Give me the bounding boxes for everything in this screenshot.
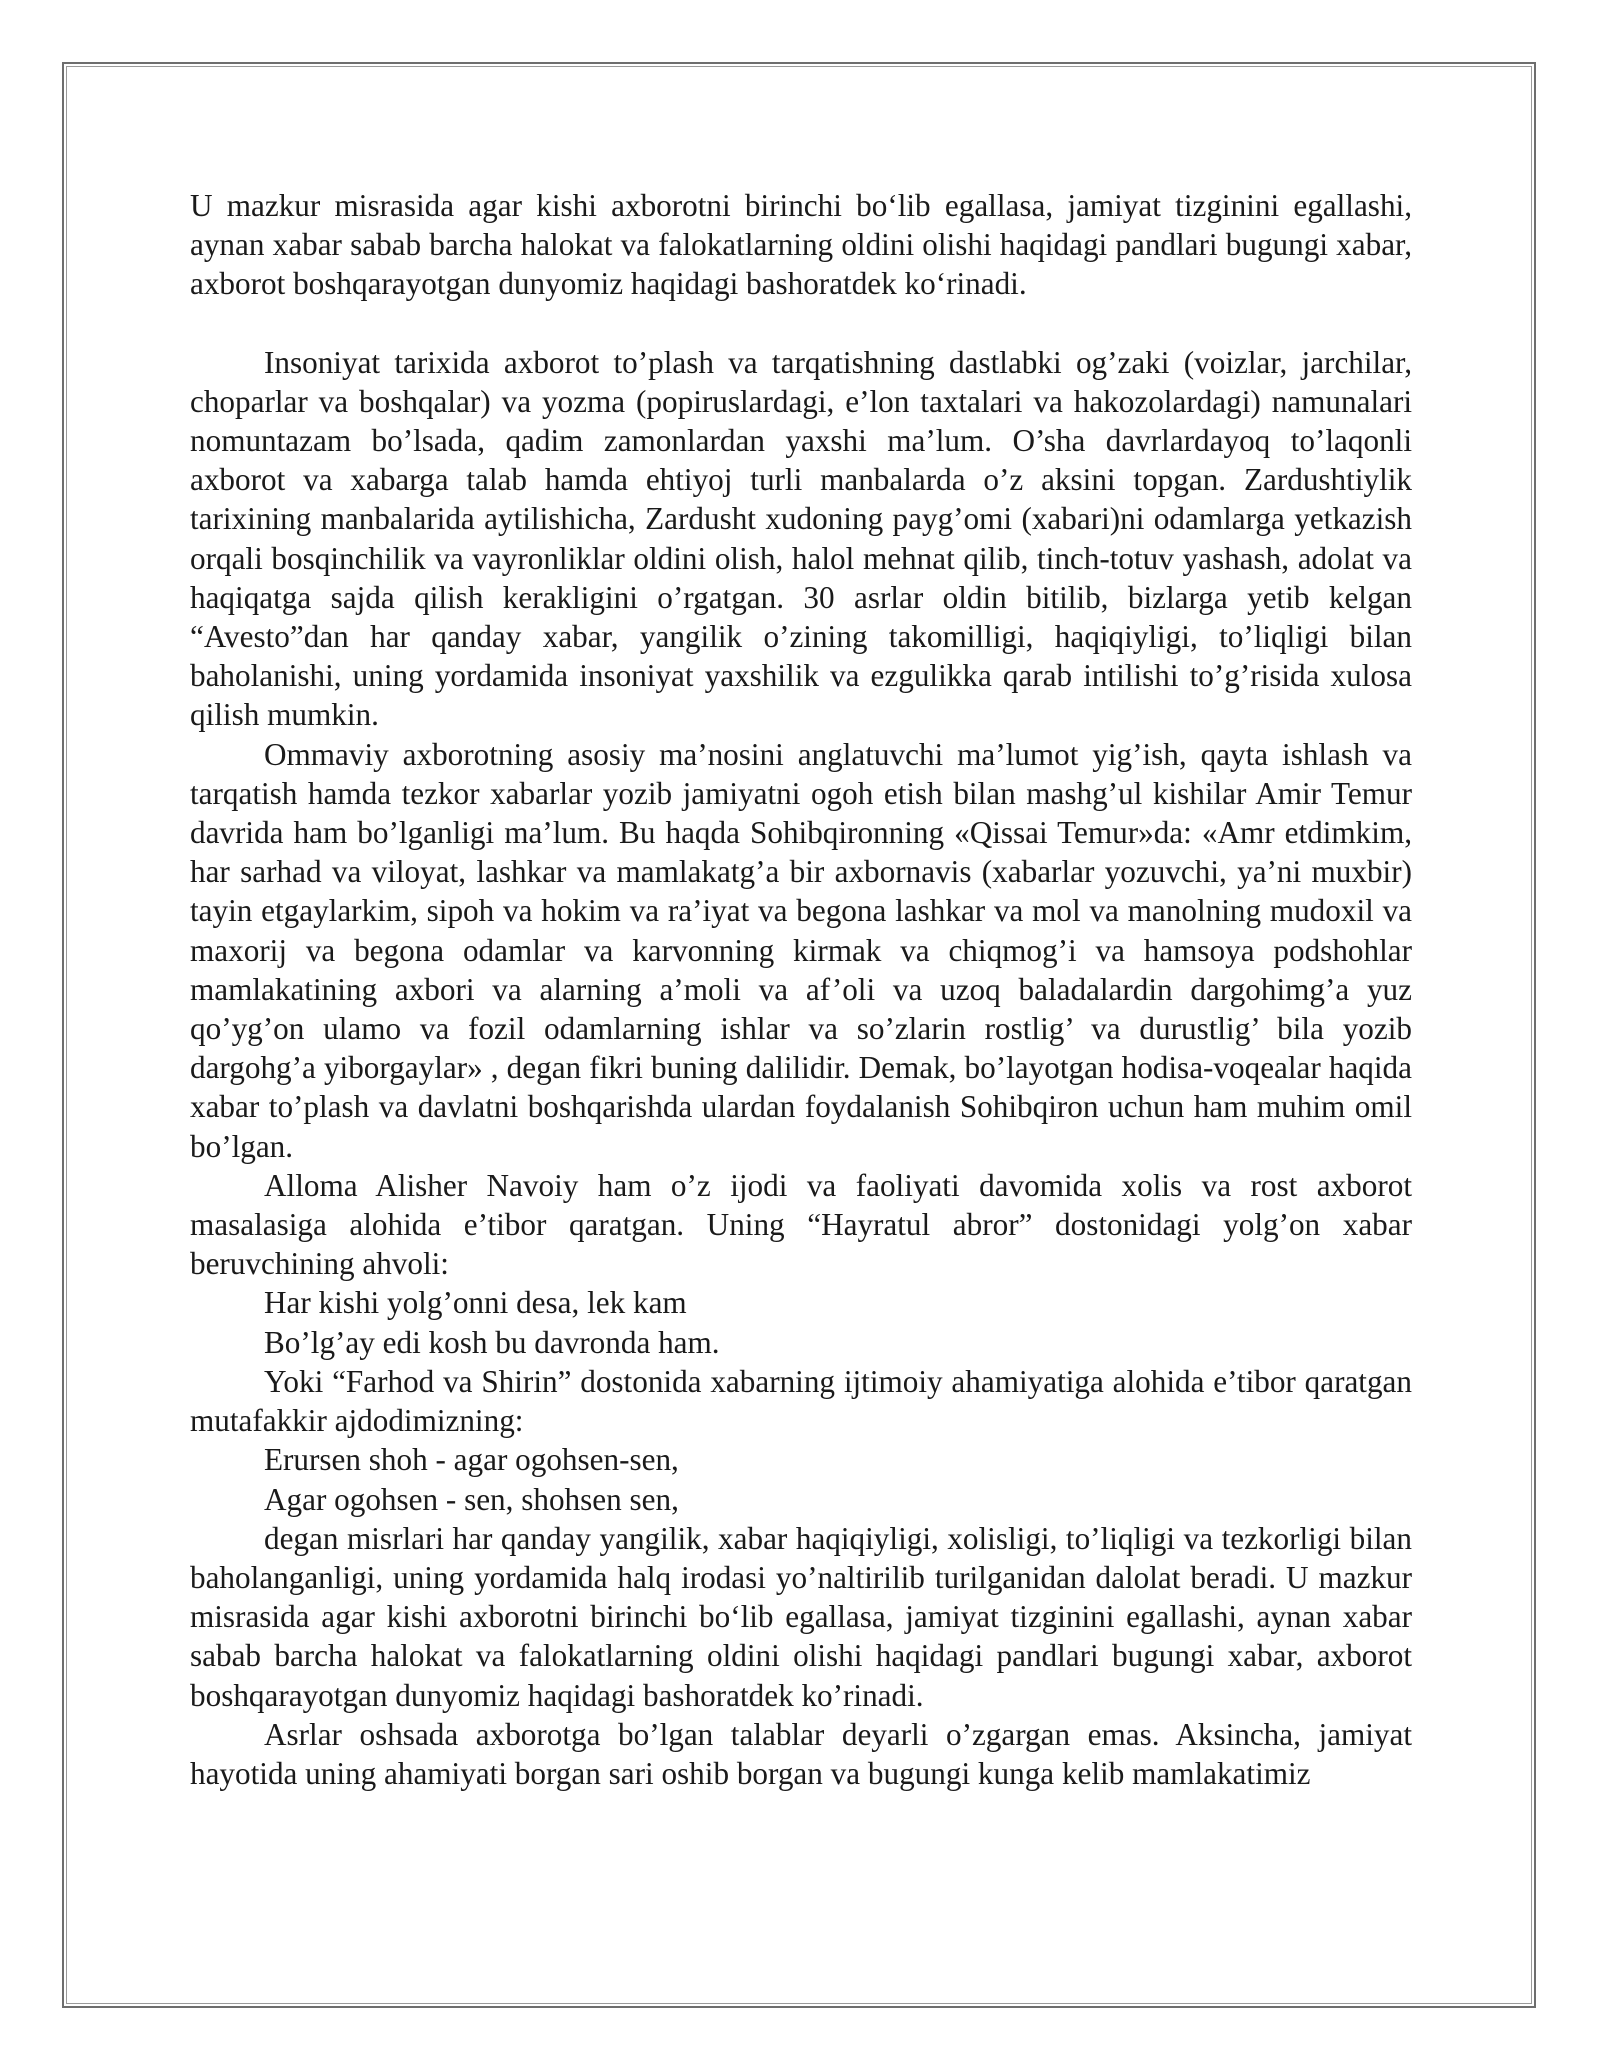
paragraph-amir-temur: Ommaviy axborotning asosiy ma’nosini anglatuvchi ma’lumot yig’ish, qayta ishlash va tarqatish hamda tezkor xabarlar yozib jamiyatni ogoh etish bilan mashg’ul kishilar Amir Temur davrida ham bo’lganligi ma’lum. Bu haqda Sohibqironning «Qissai Temur»da: «Amr etdimkim, har sarhad va viloyat, lashkar va mamlakatg’a bir axbornavis (xabarlar yozuvchi, ya’ni muxbir) tayin etgaylarkim, sipoh va hokim va ra’iyat va begona lashkar va mol va manolning mudoxil va maxorij va begona odamlar va karvonning kirmak va chiqmog’i va hamsoya podshohlar mamlakatining axbori va alarning a’moli va af’oli va uzoq baladalardin dargohimg’a yuz qo’yg’on ulamo va fozil odamlarning ishlar va so’zlarin rostlig’ va durustlig’ bila yozib dargohg’a yiborgaylar» , degan fikri buning dalilidir. Demak, bo’layotgan hodisa-voqealar haqida xabar to’plash va davlatni boshqarishda ulardan foydalanish Sohibqiron uchun ham muhim omil bo’lgan.: [190, 736, 1412, 1164]
paragraph-conclusion: degan misrlari har qanday yangilik, xabar haqiqiyligi, xolisligi, to’liqligi va tezkorligi bilan baholanganligi, uning yordamida halq irodasi yo’naltirilib turilganidan dalolat beradi. U mazkur misrasida agar kishi axborotni birinchi bo‘lib egallasa, jamiyat tizginini egallashi, aynan xabar sabab barcha halokat va falokatlarning oldini olishi haqidagi pandlari bugungi xabar, axborot boshqarayotgan dunyomiz haqidagi bashoratdek ko’rinadi.: [190, 1520, 1412, 1713]
verse-line-4: Agar ogohsen - sen, shohsen sen,: [264, 1481, 679, 1517]
paragraph-history: Insoniyat tarixida axborot to’plash va tarqatishning dastlabki og’zaki (voizlar, jarchilar, choparlar va boshqalar) va yozma (popiruslardagi, e’lon taxtalari va hakozolardagi) namunalari nomuntazam bo’lsada, qadim zamonlardan yaxshi ma’lum. O’sha davrlardayoq to’laqonli axborot va xabarga talab hamda ehtiyoj turli manbalarda o’z aksini topgan. Zardushtiylik tarixining manbalarida aytilishicha, Zardusht xudoning payg’omi (xabari)ni odamlarga yetkazish orqali bosqinchilik va vayronliklar oldini olish, halol mehnat qilib, tinch-totuv yashash, adolat va haqiqatga sajda qilish kerakligini o’rgatgan. 30 asrlar oldin bitilib, bizlarga yetib kelgan “Avesto”dan har qanday xabar, yangilik o’zining takomilligi, haqiqiyligi, to’liqligi bilan baholanishi, uning yordamida insoniyat yaxshilik va ezgulikka qarab intilishi to’g’risida xulosa qilish mumkin.: [190, 344, 1412, 733]
paragraph-navoiy: Alloma Alisher Navoiy ham o’z ijodi va faoliyati davomida xolis va rost axborot masalasiga alohida e’tibor qaratgan. Uning “Hayratul abror” dostonidagi yolg’on xabar beruvchining ahvoli:: [190, 1167, 1412, 1282]
verse-line-2: Bo’lg’ay edi kosh bu davronda ham.: [264, 1324, 720, 1360]
verse-line-3: Erursen shoh - agar ogohsen-sen,: [264, 1442, 679, 1478]
paragraph-requirements: Asrlar oshsada axborotga bo’lgan talablar deyarli o’zgargan emas. Aksincha, jamiyat hayotida uning ahamiyati borgan sari oshib borgan va bugungi kunga kelib mamlakatimiz: [190, 1716, 1412, 1791]
document-body: [190, 186, 1412, 1793]
paragraph-farhod-shirin: Yoki “Farhod va Shirin” dostonida xabarning ijtimoiy ahamiyatiga alohida e’tibor qaratgan mutafakkir ajdodimizning:: [190, 1363, 1412, 1439]
paragraph-spacer: [190, 304, 1412, 343]
verse-line-1: Har kishi yolg’onni desa, lek kam: [264, 1285, 687, 1321]
paragraph-intro: U mazkur misrasida agar kishi axborotni birinchi bo‘lib egallasa, jamiyat tizginini egallashi, aynan xabar sabab barcha halokat va falokatlarning oldini olishi haqidagi pandlari bugungi xabar, axborot boshqarayotgan dunyomiz haqidagi bashoratdek ko‘rinadi.: [190, 188, 1412, 302]
